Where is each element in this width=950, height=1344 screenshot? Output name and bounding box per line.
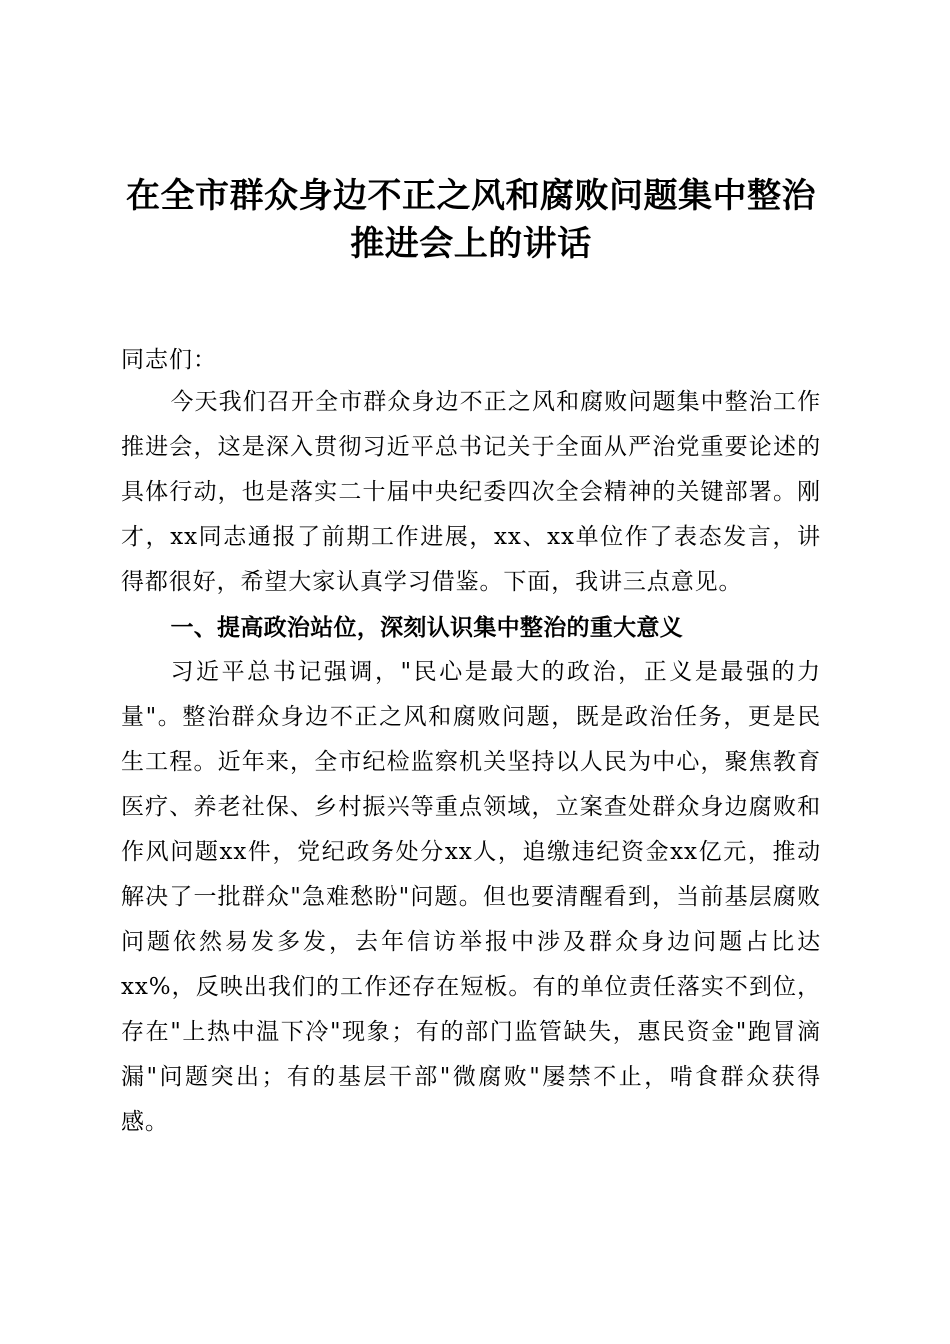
title-line-1: 在全市群众身边不正之风和腐败问题集中整治 <box>126 176 816 216</box>
body-paragraphs <box>121 380 821 1145</box>
document-page <box>121 172 821 268</box>
section-1-heading: 一、提高政治站位，深刻认识集中整治的重大意义 <box>170 614 684 641</box>
title-line-2: 推进会上的讲话 <box>350 224 592 264</box>
document-title <box>121 172 821 268</box>
paragraph-intro: 今天我们召开全市群众身边不正之风和腐败问题集中整治工作推进会，这是深入贯彻习近平总书记关于全面从严治党重要论述的具体行动，也是落实二十届中央纪委四次全会精神的关键部署。刚才，xx同志通报了前期工作进展，xx、xx单位作了表态发言，讲得都很好，希望大家认真学习借鉴。下面，我讲三点意见。 <box>121 389 821 595</box>
paragraph-section-1: 习近平总书记强调，"民心是最大的政治，正义是最强的力量"。整治群众身边不正之风和腐败问题，既是政治任务，更是民生工程。近年来，全市纪检监察机关坚持以人民为中心，聚焦教育医疗、养老社保、乡村振兴等重点领域，立案查处群众身边腐败和作风问题xx件，党纪政务处分xx人，追缴违纪资金xx亿元，推动解决了一批群众"急难愁盼"问题。但也要清醒看到，当前基层腐败问题依然易发多发，去年信访举报中涉及群众身边问题占比达xx%，反映出我们的工作还存在短板。有的单位责任落实不到位，存在"上热中温下冷"现象；有的部门监管缺失，惠民资金"跑冒滴漏"问题突出；有的基层干部"微腐败"屡禁不止，啃食群众获得感。 <box>121 659 821 1135</box>
salutation: 同志们： <box>121 347 217 373</box>
